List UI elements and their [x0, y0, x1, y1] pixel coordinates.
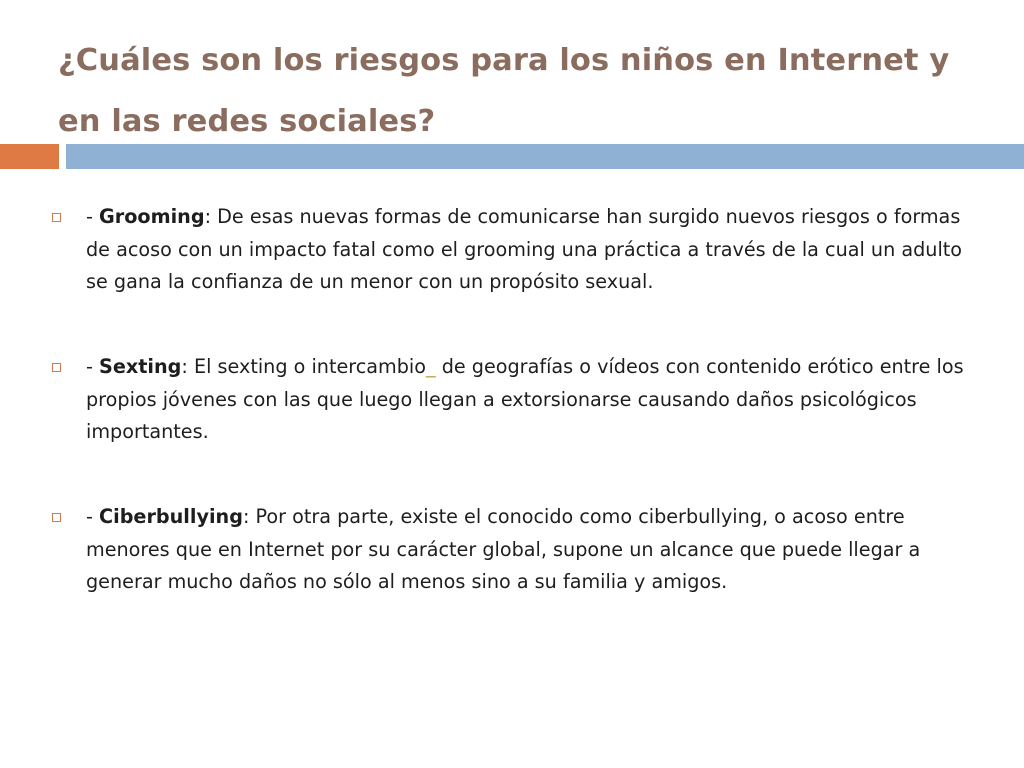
square-bullet-icon — [52, 363, 61, 372]
bullet-term: Sexting — [99, 355, 182, 378]
title-underline-band — [66, 144, 1024, 169]
bullet-term: Grooming — [99, 205, 205, 228]
bullet-text: - Ciberbullying: Por otra parte, existe el conocido como ciberbullying, o acoso entre menores que en Internet por su carácter global, supone un alcance que puede llegar a generar mucho daños no sólo al menos sino a su familia y amigos. — [86, 505, 921, 593]
bullet-term: Ciberbullying — [99, 505, 243, 528]
slide-title: ¿Cuáles son los riesgos para los niños en Internet y en las redes sociales? — [58, 43, 950, 139]
bullet-text: - Grooming: De esas nuevas formas de comunicarse han surgido nuevos riesgos o formas de acoso con un impacto fatal como el grooming una práctica a través de la cual un adulto se gana la confianza de un menor con un propósito sexual. — [86, 205, 963, 293]
bullet-item-ciberbullying — [86, 501, 966, 599]
bullet-item-grooming — [86, 201, 966, 299]
square-bullet-icon — [52, 513, 61, 522]
underscore-mark: _ — [426, 355, 436, 378]
accent-bar — [0, 144, 59, 169]
bullet-text: - Sexting: El sexting o intercambio_ de geografías o vídeos con contenido erótico entre los propios jóvenes con las que luego llegan a extorsionarse causando daños psicológicos importantes. — [86, 355, 964, 443]
square-bullet-icon — [52, 213, 61, 222]
bullet-item-sexting — [86, 351, 966, 449]
